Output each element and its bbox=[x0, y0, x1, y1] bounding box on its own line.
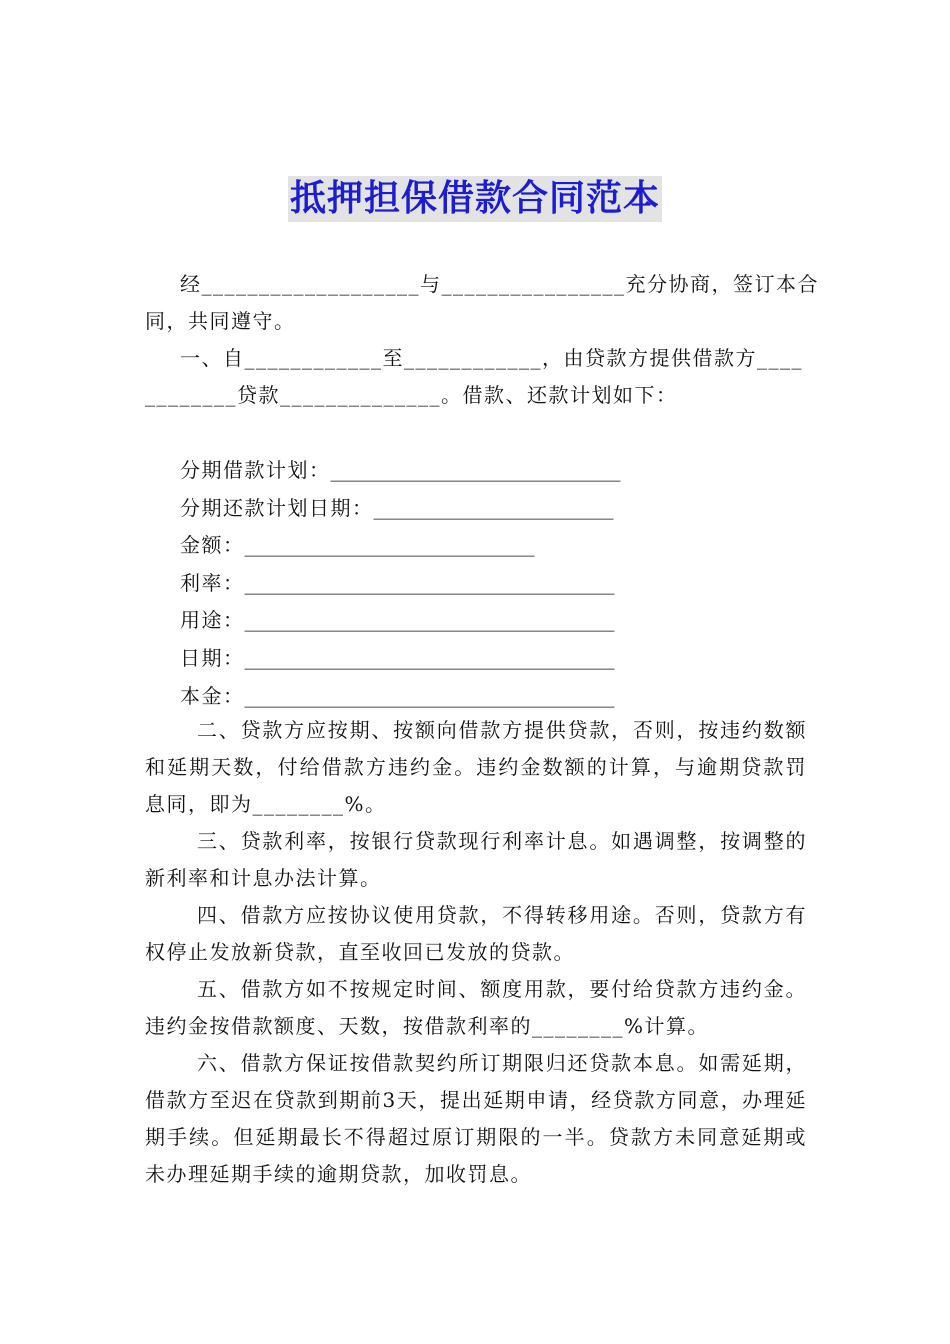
plan-blank: _____________________________ bbox=[244, 533, 535, 558]
document-title-wrap bbox=[0, 176, 950, 222]
clause-2: 二、贷款方应按期、按额向借款方提供贷款，否则，按违约数额和延期天数，付给借款方违约金。违约金数额的计算，与逾期贷款罚息同，即为________%。 bbox=[145, 718, 807, 816]
clause-4: 四、借款方应按协议使用贷款，不得转移用途。否则，贷款方有权停止发放新贷款，直至收回已发放的贷款。 bbox=[145, 903, 807, 964]
plan-blank: _____________________________________ bbox=[244, 608, 615, 633]
document-title: 抵押担保借款合同范本 bbox=[288, 176, 662, 222]
plan-row-repayment-dates bbox=[180, 490, 621, 528]
plan-label: 分期借款计划： bbox=[180, 458, 331, 482]
clause-1-line-1: 一、自____________至____________，由贷款方提供借款方____ bbox=[180, 346, 803, 370]
plan-blank: ________________________ bbox=[373, 495, 614, 520]
intro-paragraph bbox=[145, 266, 819, 340]
plan-label: 本金： bbox=[180, 683, 245, 708]
plan-row-installment-borrowing bbox=[180, 452, 621, 490]
plan-label: 分期还款计划日期： bbox=[180, 495, 374, 520]
clause-1-line-2: ________贷款______________。借款、还款计划如下： bbox=[145, 383, 678, 407]
plan-blank: _____________________________ bbox=[330, 458, 621, 482]
plan-row-amount bbox=[180, 527, 621, 565]
clause-1-paragraph bbox=[145, 340, 807, 414]
intro-line-2: 同，共同遵守。 bbox=[145, 309, 296, 333]
plan-row-rate bbox=[180, 565, 621, 603]
clause-6: 六、借款方保证按借款契约所订期限归还贷款本息。如需延期，借款方至迟在贷款到期前3天，提出延期申请，经贷款方同意，办理延期手续。但延期最长不得超过原订期限的一半。贷款方未同意延期或未办理延期手续的逾期贷款，加收罚息。 bbox=[145, 1051, 807, 1186]
plan-row-purpose bbox=[180, 602, 621, 640]
plan-blank: _____________________________________ bbox=[244, 570, 615, 595]
clauses-section bbox=[145, 712, 807, 1193]
clause-3: 三、贷款利率，按银行贷款现行利率计息。如遇调整，按调整的新利率和计息办法计算。 bbox=[145, 829, 807, 890]
plan-label: 金额： bbox=[180, 533, 245, 558]
plan-blank: _____________________________________ bbox=[244, 645, 615, 670]
plan-label: 用途： bbox=[180, 608, 245, 633]
plan-row-principal bbox=[180, 678, 621, 716]
plan-blank: _____________________________________ bbox=[244, 683, 615, 708]
loan-plan-list bbox=[180, 452, 621, 715]
plan-row-date bbox=[180, 640, 621, 678]
plan-label: 日期： bbox=[180, 645, 245, 670]
intro-line-1: 经___________________与________________充分协商，签订本合 bbox=[180, 272, 819, 296]
plan-label: 利率： bbox=[180, 570, 245, 595]
clause-5: 五、借款方如不按规定时间、额度用款，要付给贷款方违约金。违约金按借款额度、天数，按借款利率的________%计算。 bbox=[145, 977, 807, 1038]
